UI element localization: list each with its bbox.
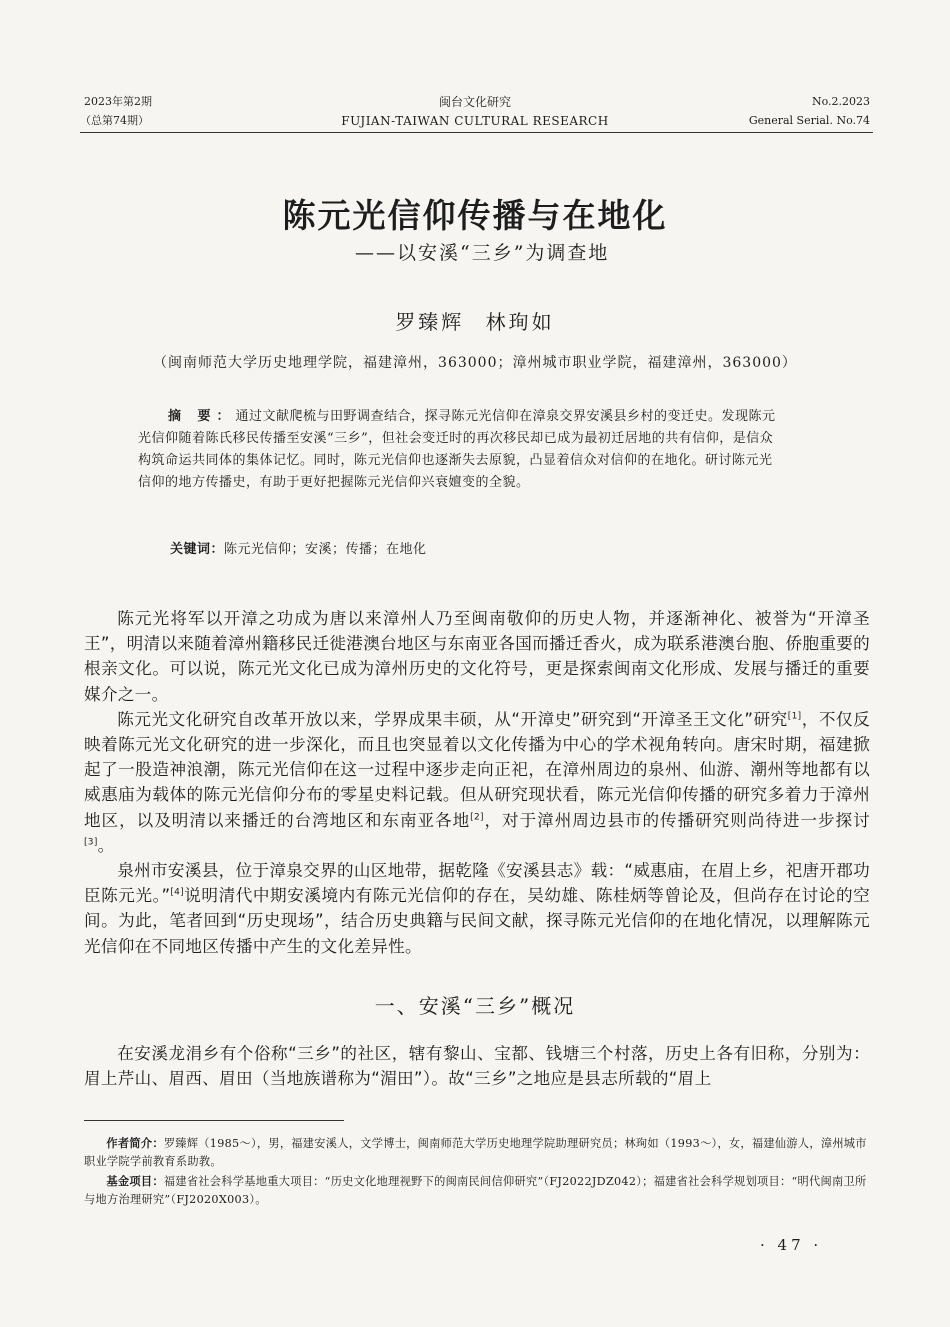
header-issue-cn: 2023年第2期	[84, 95, 152, 108]
footnote-author: 作者简介：罗臻辉（1985～），男，福建安溪人，文学博士，闽南师范大学历史地理学院助理研究员；林珣如（1993～），女，福建仙游人，漳州城市职业学院学前教育系助教。	[84, 1136, 867, 1168]
keywords-text: 陈元光信仰；安溪；传播；在地化	[224, 542, 427, 557]
paragraph-4: 在安溪龙涓乡有个俗称“三乡”的社区，辖有黎山、宝都、钱塘三个村落，历史上各有旧称，分别为：眉上芹山、眉西、眉田（当地族谱称为“湄田”）。故“三乡”之地应是县志所载的“眉上	[84, 1044, 870, 1089]
paragraph-3: 泉州市安溪县，位于漳泉交界的山区地带，据乾隆《安溪县志》载：“威惠庙，在眉上乡，祀唐开郡功臣陈元光。”[4]说明清代中期安溪境内有陈元光信仰的存在，吴幼雄、陈桂炳等曾论及，但尚存在讨论的空间。为此，笔者回到“历史现场”，结合历史典籍与民间文献，探寻陈元光信仰的在地化情况，以理解陈元光信仰在不同地区传播中产生的文化差异性。	[84, 861, 870, 956]
citation-4: [4]	[170, 887, 185, 898]
abstract	[138, 406, 780, 494]
keywords	[170, 538, 427, 557]
abstract-text: 通过文献爬梳与田野调查结合，探寻陈元光信仰在漳泉交界安溪县乡村的变迁史。发现陈元光信仰随着陈氏移民传播至安溪“三乡”，但社会变迁时的再次移民却已成为最初迁居地的共有信仰，是信众构筑命运共同体的集体记忆。同时，陈元光信仰也逐渐失去原貌，凸显着信众对信仰的在地化。研讨陈元光信仰的地方传播史，有助于更好把握陈元光信仰兴衰嬗变的全貌。	[138, 409, 776, 490]
abstract-label: 摘 要：	[168, 409, 236, 424]
body-text	[84, 606, 870, 959]
header-serial-en: General Serial. No.74	[748, 114, 870, 127]
section-heading-1: 一、安溪“三乡”概况	[374, 994, 576, 1018]
article-authors: 罗臻辉 林珣如	[395, 310, 555, 334]
article-title: 陈元光信仰传播与在地化	[282, 196, 668, 235]
paragraph-2: 陈元光文化研究自改革开放以来，学界成果丰硕，从“开漳史”研究到“开漳圣王文化”研究[1]，不仅反映着陈元光文化研究的进一步深化，而且也突显着以文化传播为中心的学术视角转向。唐宋时期，福建掀起了一股造神浪潮，陈元光信仰在这一过程中逐步走向正祀，在漳州周边的泉州、仙游、潮州等地都有以威惠庙为载体的陈元光信仰分布的零星史料记载。但从研究现状看，陈元光信仰传播的研究多着力于漳州地区，以及明清以来播迁的台湾地区和东南亚各地[2]，对于漳州周边县市的传播研究则尚待进一步探讨[3]。	[84, 709, 870, 855]
citation-3: [3]	[84, 837, 98, 848]
header-issue-en: No.2.2023	[811, 95, 870, 108]
header-serial-cn: （总第74期）	[80, 114, 149, 127]
footnote-fund: 基金项目：福建省社会科学基地重大项目：“历史文化地理视野下的闽南民间信仰研究”（FJ2022JDZ042）；福建省社会科学规划项目：“明代闽南卫所与地方治理研究”（FJ2020X003）。	[84, 1174, 867, 1206]
keywords-label: 关键词：	[170, 542, 225, 557]
article-affiliation: （闽南师范大学历史地理学院，福建漳州，363000；漳州城市职业学院，福建漳州，363000）	[153, 355, 797, 371]
header-journal-en: FUJIAN-TAIWAN CULTURAL RESEARCH	[341, 114, 609, 128]
citation-1: [1]	[787, 711, 802, 722]
footnote-rule	[84, 1120, 344, 1121]
citation-2: [2]	[470, 812, 484, 823]
body-text-2	[84, 1041, 870, 1091]
header-journal-cn: 闽台文化研究	[438, 95, 511, 109]
header-rule	[80, 132, 873, 133]
article-subtitle: ——以安溪“三乡”为调查地	[355, 242, 610, 264]
paragraph-1: 陈元光将军以开漳之功成为唐以来漳州人乃至闽南敬仰的历史人物，并逐渐神化、被誉为“开漳圣王”，明清以来随着漳州籍移民迁徙港澳台地区与东南亚各国而播迁香火，成为联系港澳台胞、侨胞重要的根亲文化。可以说，陈元光文化已成为漳州历史的文化符号，更是探索闽南文化形成、发展与播迁的重要媒介之一。	[84, 609, 871, 704]
page-number: · 47 ·	[760, 1236, 823, 1254]
